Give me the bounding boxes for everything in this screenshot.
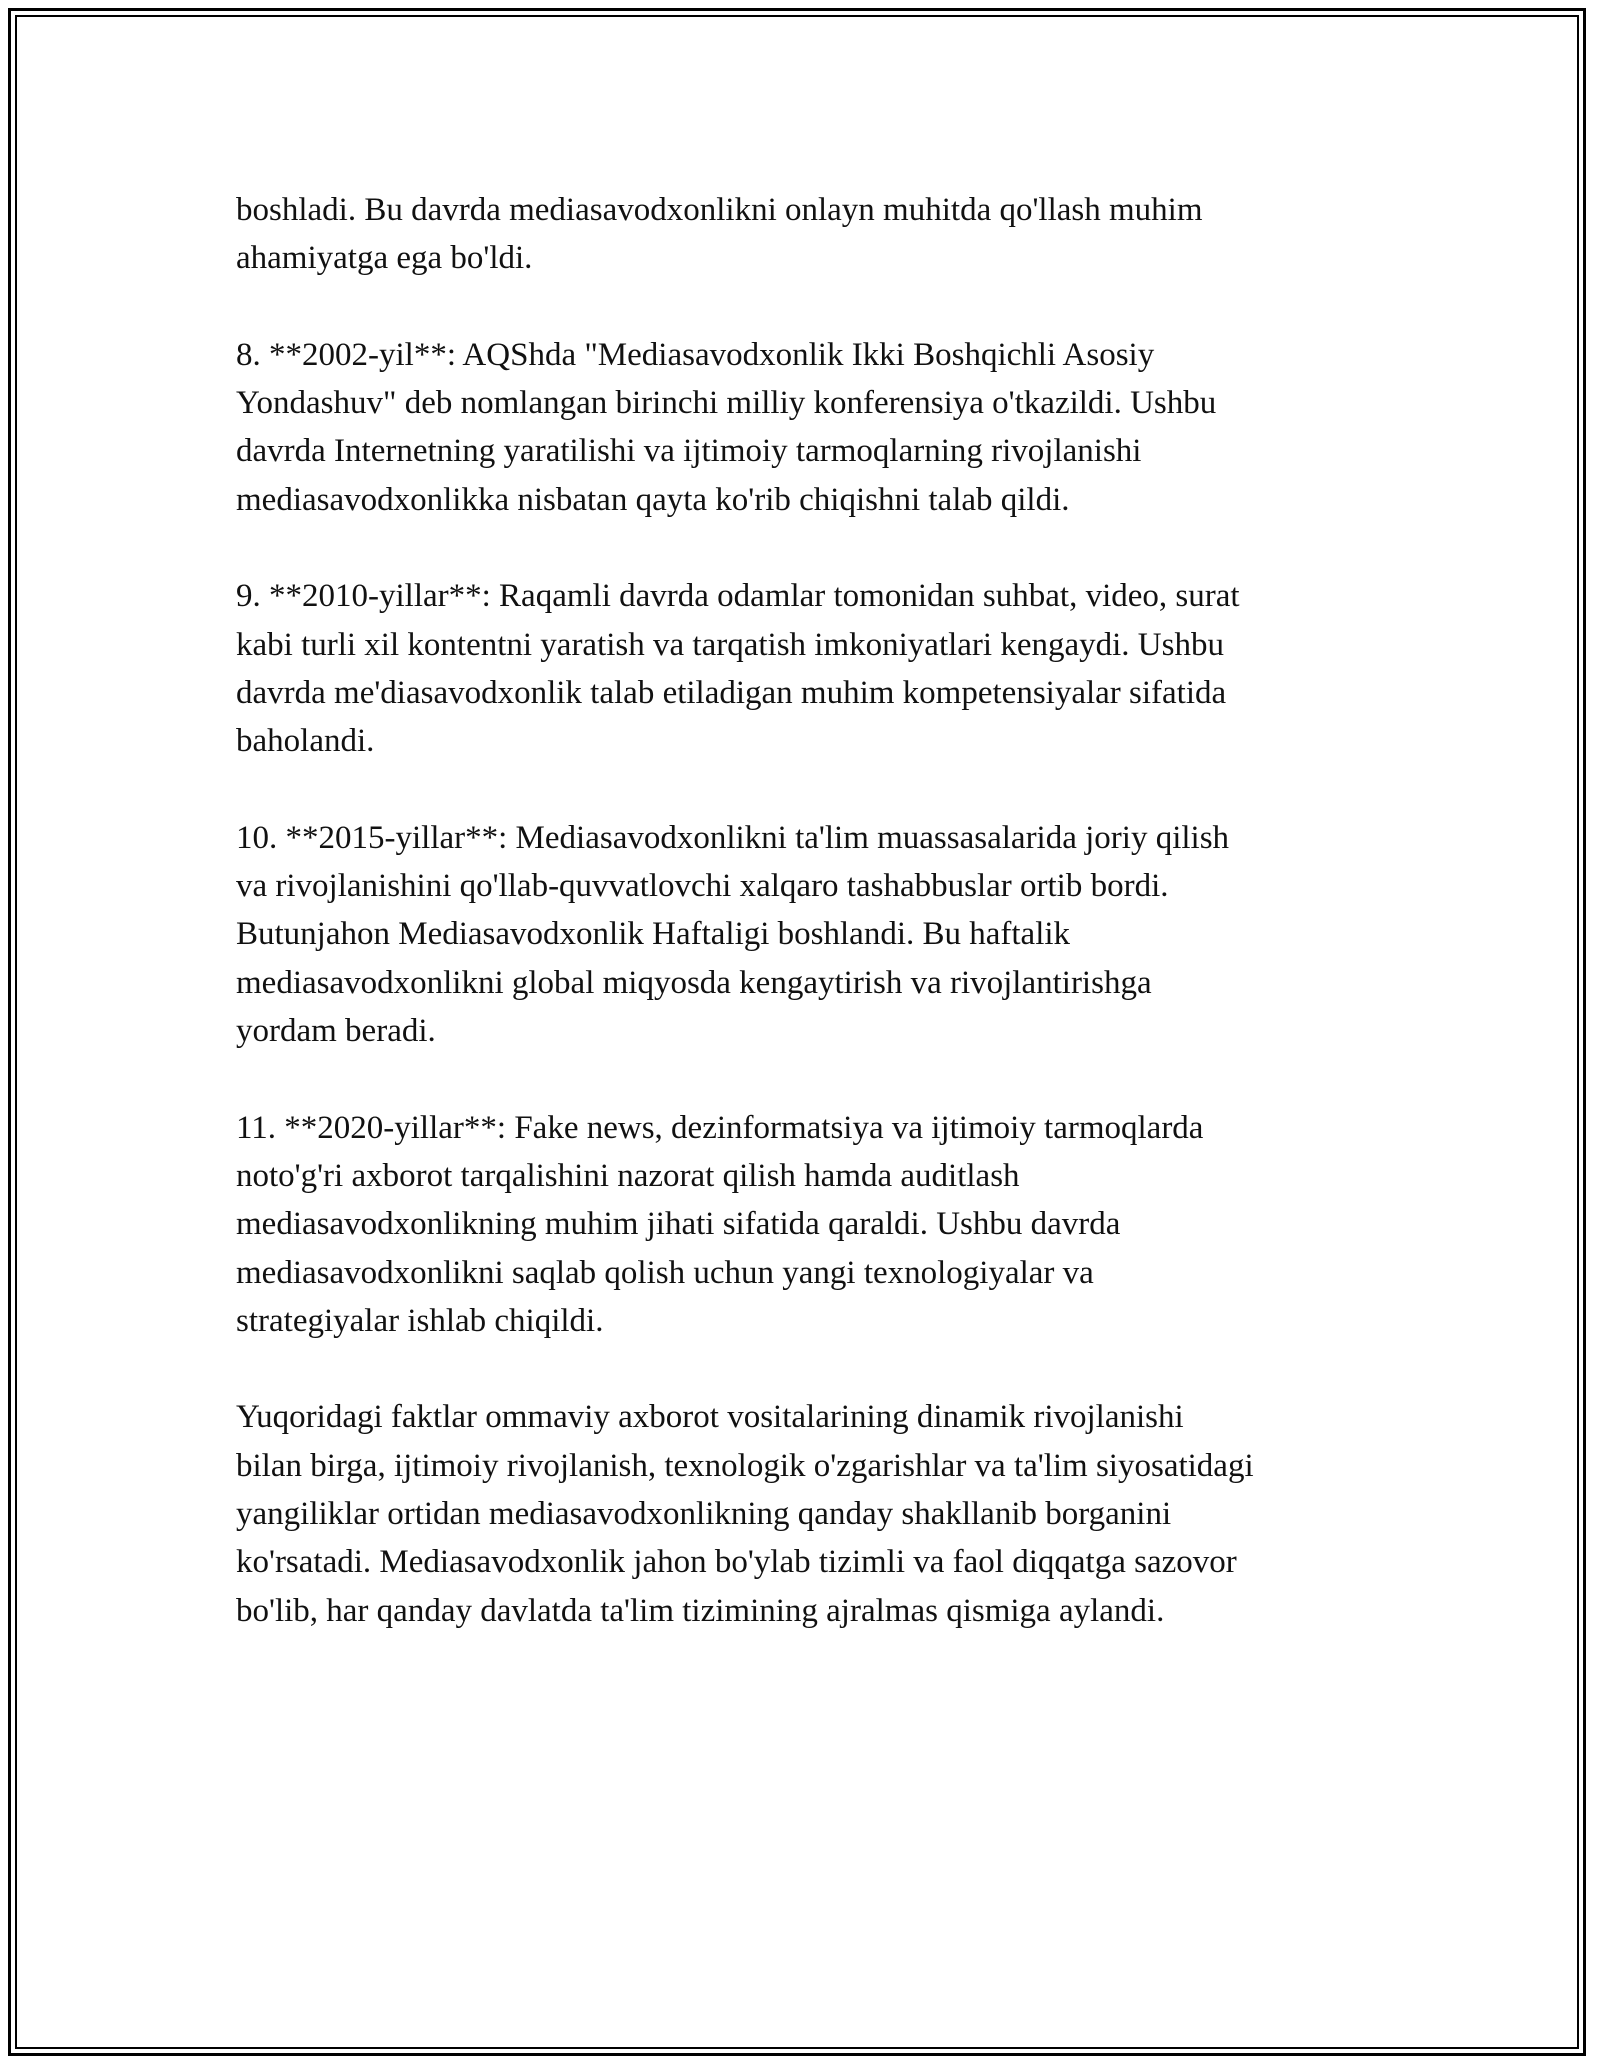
text-line: mediasavodxonlikning muhim jihati sifatida qaraldi. Ushbu davrda (236, 1206, 1121, 1243)
text-line: mediasavodxonlikni global miqyosda kengaytirish va rivojlantirishga (236, 964, 1152, 1001)
text-line: davrda Internetning yaratilishi va ijtimoiy tarmoqlarning rivojlanishi (236, 433, 1142, 470)
text-line: yangiliklar ortidan mediasavodxonlikning qanday shakllanib borganini (236, 1496, 1172, 1533)
text-line: yordam beradi. (236, 1013, 436, 1050)
text-line: va rivojlanishini qo'llab-quvvatlovchi xalqaro tashabbuslar ortib bordi. (236, 868, 1169, 905)
text-line: bo'lib, har qanday davlatda ta'lim tizimining ajralmas qismiga aylandi. (236, 1592, 1165, 1629)
document-body (236, 186, 1376, 1683)
text-line: ko'rsatadi. Mediasavodxonlik jahon bo'ylab tizimli va faol diqqatga sazovor (236, 1544, 1237, 1581)
text-line: 10. **2015-yillar**: Mediasavodxonlikni ta'lim muassasalarida joriy qilish (236, 819, 1230, 856)
text-line: mediasavodxonlikka nisbatan qayta ko'rib chiqishni talab qildi. (236, 481, 1070, 518)
text-line: strategiyalar ishlab chiqildi. (236, 1302, 604, 1339)
text-line: 11. **2020-yillar**: Fake news, dezinformatsiya va ijtimoiy tarmoqlarda (236, 1109, 1204, 1146)
paragraph-conclusion (236, 1393, 1376, 1634)
text-line: noto'g'ri axborot tarqalishini nazorat qilish hamda auditlash (236, 1157, 1020, 1194)
text-line: bilan birga, ijtimoiy rivojlanish, texnologik o'zgarishlar va ta'lim siyosatidagi (236, 1447, 1254, 1484)
text-line: ahamiyatga ega bo'ldi. (236, 240, 533, 277)
paragraph-item-10 (236, 814, 1376, 1055)
text-line: davrda me'diasavodxonlik talab etiladigan muhim kompetensiyalar sifatida (236, 674, 1227, 711)
paragraph-item-8 (236, 331, 1376, 524)
text-line: Butunjahon Mediasavodxonlik Haftaligi boshlandi. Bu haftalik (236, 916, 1071, 953)
text-line: 9. **2010-yillar**: Raqamli davrda odamlar tomonidan suhbat, video, surat (236, 578, 1240, 615)
text-line: 8. **2002-yil**: AQShda "Mediasavodxonlik Ikki Boshqichli Asosiy (236, 336, 1155, 373)
text-line: kabi turli xil kontentni yaratish va tarqatish imkoniyatlari kengaydi. Ushbu (236, 626, 1224, 663)
text-line: mediasavodxonlikni saqlab qolish uchun yangi texnologiyalar va (236, 1254, 1094, 1291)
text-line: baholandi. (236, 723, 375, 760)
paragraph-item-9 (236, 572, 1376, 765)
text-line: Yondashuv" deb nomlangan birinchi milliy konferensiya o'tkazildi. Ushbu (236, 385, 1217, 422)
text-line: boshladi. Bu davrda mediasavodxonlikni onlayn muhitda qo'llash muhim (236, 192, 1203, 228)
paragraph-continuation (236, 186, 1376, 283)
text-line: Yuqoridagi faktlar ommaviy axborot vositalarining dinamik rivojlanishi (236, 1399, 1184, 1436)
paragraph-item-11 (236, 1104, 1376, 1345)
